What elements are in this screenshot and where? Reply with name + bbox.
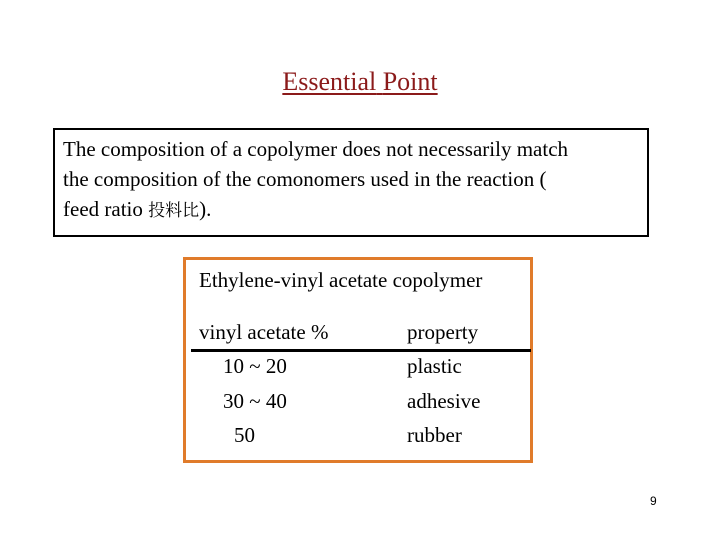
table-cell-range: 50 <box>234 423 255 447</box>
table-cell-property: rubber <box>407 423 462 447</box>
table-cell-range: 10 ~ 20 <box>223 354 287 378</box>
table-cell-property: adhesive <box>407 389 481 413</box>
note-line-1: The composition of a copolymer does not necessarily match <box>63 137 569 161</box>
eva-table-box <box>183 257 533 463</box>
header-property: property <box>407 320 479 344</box>
note-line-2: the composition of the comonomers used in the reaction ( <box>63 167 547 191</box>
slide-title <box>0 66 720 98</box>
table-cell-property: plastic <box>407 354 462 378</box>
page-number: 9 <box>650 494 657 508</box>
note-line-3-start: feed ratio <box>63 197 149 221</box>
table-cell-range: 30 ~ 40 <box>223 389 287 413</box>
table-title: Ethylene-vinyl acetate copolymer <box>199 268 483 292</box>
essential-point-box <box>53 128 649 237</box>
feed-ratio-chinese: 投料比 <box>148 201 200 221</box>
note-line-3 <box>63 194 643 226</box>
title-word-point: Point <box>382 67 438 96</box>
note-line-3-end: ). <box>199 197 212 221</box>
title-word-essential: Essential <box>282 67 377 96</box>
essential-point-text <box>63 134 643 226</box>
header-vinyl-acetate-percent: vinyl acetate % <box>199 320 329 344</box>
